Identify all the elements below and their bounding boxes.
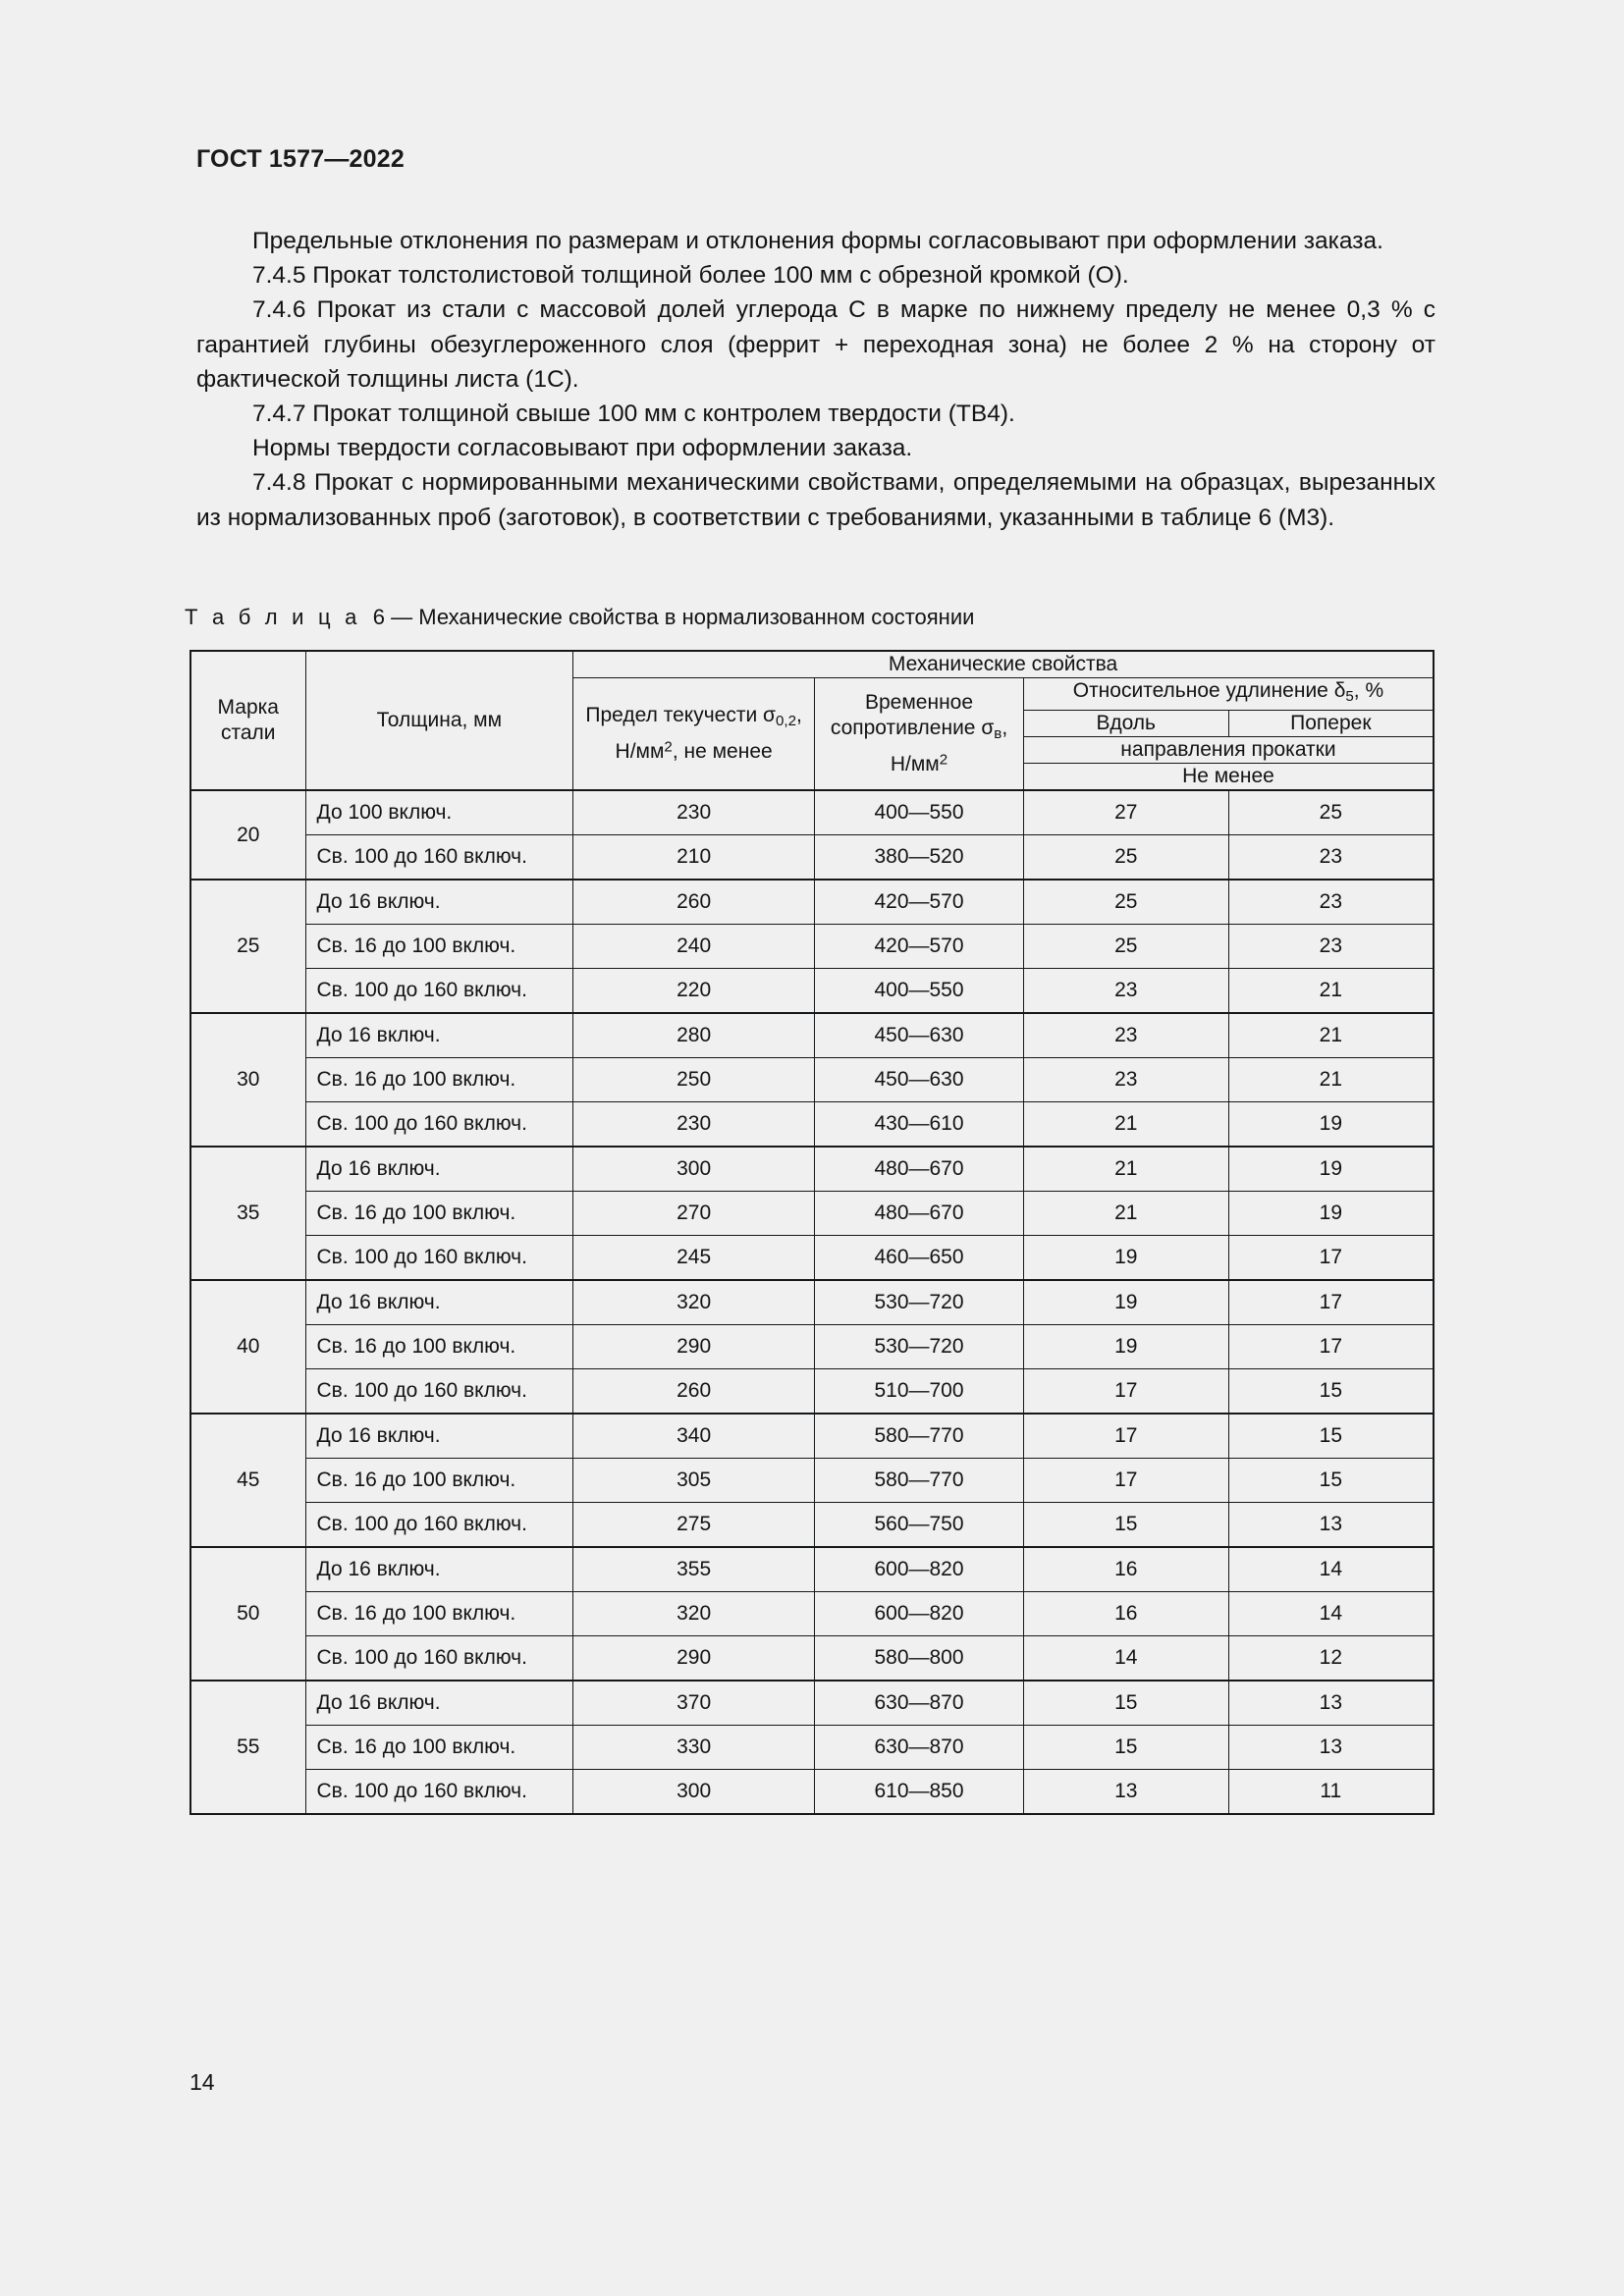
cell-tensile-strength: 400—550 <box>815 969 1024 1014</box>
cell-elongation-across: 15 <box>1228 1414 1434 1459</box>
cell-yield-strength: 300 <box>573 1147 815 1192</box>
table-row <box>190 1325 1434 1369</box>
cell-yield-strength: 290 <box>573 1325 815 1369</box>
header-thickness: Толщина, мм <box>305 651 573 790</box>
cell-tensile-strength: 580—800 <box>815 1636 1024 1682</box>
header-tensile-strength-line2: сопротивление $\sigma_в$, <box>830 717 1008 743</box>
paragraph-7-4-5: 7.4.5 Прокат толстолистовой толщиной более 100 мм с обрезной кромкой (О). <box>252 262 1129 290</box>
table-row <box>190 1058 1434 1102</box>
cell-tensile-strength: 480—670 <box>815 1147 1024 1192</box>
cell-yield-strength: 290 <box>573 1636 815 1682</box>
cell-tensile-strength: 450—630 <box>815 1013 1024 1058</box>
table-caption-number: 6 <box>372 605 385 629</box>
header-steel-grade-line1: Марка <box>217 696 279 720</box>
cell-thickness: Св. 16 до 100 включ. <box>305 1459 573 1503</box>
cell-yield-strength: 355 <box>573 1547 815 1592</box>
cell-elongation-along: 15 <box>1023 1503 1228 1548</box>
cell-elongation-along: 27 <box>1023 790 1228 835</box>
cell-elongation-across: 19 <box>1228 1147 1434 1192</box>
cell-elongation-along: 16 <box>1023 1592 1228 1636</box>
cell-tensile-strength: 610—850 <box>815 1770 1024 1815</box>
cell-yield-strength: 280 <box>573 1013 815 1058</box>
cell-elongation-across: 14 <box>1228 1592 1434 1636</box>
cell-yield-strength: 300 <box>573 1770 815 1815</box>
cell-thickness: Св. 16 до 100 включ. <box>305 925 573 969</box>
cell-thickness: Св. 100 до 160 включ. <box>305 1369 573 1415</box>
header-yield-strength <box>573 678 815 791</box>
table-row <box>190 1013 1434 1058</box>
table-row <box>190 1726 1434 1770</box>
page-number: 14 <box>189 2069 215 2095</box>
cell-thickness: Св. 100 до 160 включ. <box>305 969 573 1014</box>
cell-elongation-across: 13 <box>1228 1681 1434 1726</box>
cell-thickness: Св. 16 до 100 включ. <box>305 1592 573 1636</box>
table-row <box>190 1369 1434 1415</box>
table-row <box>190 1681 1434 1726</box>
cell-elongation-across: 13 <box>1228 1726 1434 1770</box>
cell-yield-strength: 330 <box>573 1726 815 1770</box>
cell-elongation-across: 14 <box>1228 1547 1434 1592</box>
cell-steel-grade: 30 <box>190 1013 305 1147</box>
body-text-block <box>196 224 1435 535</box>
table-header-row-1 <box>190 651 1434 678</box>
cell-tensile-strength: 580—770 <box>815 1459 1024 1503</box>
cell-elongation-along: 17 <box>1023 1414 1228 1459</box>
cell-yield-strength: 240 <box>573 925 815 969</box>
cell-yield-strength: 320 <box>573 1280 815 1325</box>
cell-thickness: Св. 100 до 160 включ. <box>305 1102 573 1148</box>
cell-thickness: До 16 включ. <box>305 1681 573 1726</box>
cell-tensile-strength: 600—820 <box>815 1592 1024 1636</box>
cell-thickness: До 16 включ. <box>305 880 573 925</box>
cell-yield-strength: 245 <box>573 1236 815 1281</box>
cell-steel-grade: 20 <box>190 790 305 880</box>
cell-tensile-strength: 530—720 <box>815 1325 1024 1369</box>
cell-thickness: Св. 100 до 160 включ. <box>305 1636 573 1682</box>
paragraph-7-4-8: 7.4.8 Прокат с нормированными механическими свойствами, определяемыми на образцах, вырезанных из нормализованных проб (заготовок), в соответствии с требованиями, указанными в таблице 6 (М3). <box>196 469 1435 531</box>
header-mechanical-properties: Механические свойства <box>573 651 1434 678</box>
table-row <box>190 1236 1434 1281</box>
table-row <box>190 1147 1434 1192</box>
cell-elongation-along: 15 <box>1023 1681 1228 1726</box>
table-row <box>190 1102 1434 1148</box>
cell-elongation-along: 16 <box>1023 1547 1228 1592</box>
cell-steel-grade: 55 <box>190 1681 305 1814</box>
header-tensile-strength <box>815 678 1024 791</box>
cell-thickness: Св. 16 до 100 включ. <box>305 1325 573 1369</box>
cell-elongation-across: 12 <box>1228 1636 1434 1682</box>
cell-tensile-strength: 630—870 <box>815 1681 1024 1726</box>
header-steel-grade <box>190 651 305 790</box>
cell-steel-grade: 45 <box>190 1414 305 1547</box>
cell-elongation-along: 21 <box>1023 1192 1228 1236</box>
cell-elongation-along: 23 <box>1023 1058 1228 1102</box>
table-row <box>190 1414 1434 1459</box>
cell-tensile-strength: 430—610 <box>815 1102 1024 1148</box>
cell-thickness: Св. 100 до 160 включ. <box>305 1236 573 1281</box>
cell-elongation-along: 25 <box>1023 835 1228 881</box>
cell-tensile-strength: 380—520 <box>815 835 1024 881</box>
cell-elongation-along: 21 <box>1023 1147 1228 1192</box>
cell-tensile-strength: 530—720 <box>815 1280 1024 1325</box>
cell-tensile-strength: 480—670 <box>815 1192 1024 1236</box>
cell-elongation-across: 23 <box>1228 835 1434 881</box>
cell-elongation-across: 15 <box>1228 1369 1434 1415</box>
table-row <box>190 1280 1434 1325</box>
cell-tensile-strength: 600—820 <box>815 1547 1024 1592</box>
table-row <box>190 1592 1434 1636</box>
cell-elongation-across: 23 <box>1228 925 1434 969</box>
cell-thickness: До 16 включ. <box>305 1013 573 1058</box>
cell-thickness: До 16 включ. <box>305 1280 573 1325</box>
cell-thickness: До 16 включ. <box>305 1147 573 1192</box>
cell-elongation-along: 25 <box>1023 925 1228 969</box>
cell-thickness: Св. 16 до 100 включ. <box>305 1726 573 1770</box>
table-body <box>190 790 1434 1814</box>
cell-steel-grade: 40 <box>190 1280 305 1414</box>
cell-elongation-along: 14 <box>1023 1636 1228 1682</box>
cell-elongation-across: 17 <box>1228 1280 1434 1325</box>
cell-tensile-strength: 460—650 <box>815 1236 1024 1281</box>
cell-thickness: До 16 включ. <box>305 1547 573 1592</box>
cell-elongation-along: 23 <box>1023 1013 1228 1058</box>
mechanical-properties-table <box>189 650 1435 1815</box>
header-tensile-strength-line3: $Н/мм^2$ <box>890 751 948 775</box>
header-yield-strength-line2: $Н/мм^2$, не менее <box>615 738 773 763</box>
header-tensile-strength-line1: Временное <box>864 691 974 715</box>
cell-elongation-across: 15 <box>1228 1459 1434 1503</box>
cell-elongation-across: 13 <box>1228 1503 1434 1548</box>
cell-tensile-strength: 420—570 <box>815 880 1024 925</box>
cell-yield-strength: 270 <box>573 1192 815 1236</box>
cell-yield-strength: 260 <box>573 1369 815 1415</box>
cell-elongation-across: 21 <box>1228 969 1434 1014</box>
cell-elongation-across: 17 <box>1228 1236 1434 1281</box>
cell-tensile-strength: 400—550 <box>815 790 1024 835</box>
cell-yield-strength: 250 <box>573 1058 815 1102</box>
cell-elongation-along: 25 <box>1023 880 1228 925</box>
table-row <box>190 1770 1434 1815</box>
cell-yield-strength: 210 <box>573 835 815 881</box>
cell-elongation-across: 17 <box>1228 1325 1434 1369</box>
cell-elongation-across: 11 <box>1228 1770 1434 1815</box>
paragraph-7-4-6: 7.4.6 Прокат из стали с массовой долей углерода C в марке по нижнему пределу не менее 0,3 % с гарантией глубины обезуглероженного слоя (феррит + переходная зона) не более 2 % на сторону от фактической толщины листа (1С). <box>196 296 1435 393</box>
cell-elongation-across: 25 <box>1228 790 1434 835</box>
table-caption-title: Механические свойства в нормализованном состоянии <box>418 605 975 629</box>
table-row <box>190 1636 1434 1682</box>
cell-tensile-strength: 580—770 <box>815 1414 1024 1459</box>
header-along: Вдоль <box>1023 711 1228 737</box>
table-caption <box>185 605 974 630</box>
cell-steel-grade: 50 <box>190 1547 305 1681</box>
cell-tensile-strength: 420—570 <box>815 925 1024 969</box>
cell-thickness: Св. 16 до 100 включ. <box>305 1058 573 1102</box>
cell-yield-strength: 275 <box>573 1503 815 1548</box>
header-rolling-direction: направления прокатки <box>1023 737 1434 764</box>
table-row <box>190 969 1434 1014</box>
cell-steel-grade: 35 <box>190 1147 305 1280</box>
cell-elongation-along: 13 <box>1023 1770 1228 1815</box>
cell-thickness: Св. 100 до 160 включ. <box>305 835 573 881</box>
table-row <box>190 1192 1434 1236</box>
cell-tensile-strength: 510—700 <box>815 1369 1024 1415</box>
table-row <box>190 1503 1434 1548</box>
paragraph-7-4-7: 7.4.7 Прокат толщиной свыше 100 мм с контролем твердости (ТВ4). <box>252 400 1015 428</box>
cell-yield-strength: 220 <box>573 969 815 1014</box>
cell-elongation-along: 17 <box>1023 1459 1228 1503</box>
table-row <box>190 1547 1434 1592</box>
header-elongation: Относительное удлинение $\delta_5$, % <box>1023 678 1434 711</box>
cell-elongation-along: 19 <box>1023 1280 1228 1325</box>
header-yield-strength-line1: Предел текучести $\sigma_{0,2}$, <box>585 704 802 730</box>
cell-yield-strength: 230 <box>573 790 815 835</box>
cell-elongation-along: 21 <box>1023 1102 1228 1148</box>
cell-yield-strength: 305 <box>573 1459 815 1503</box>
header-across: Поперек <box>1228 711 1434 737</box>
standard-header: ГОСТ 1577—2022 <box>196 145 405 173</box>
table-caption-label: Т а б л и ц а <box>185 605 361 629</box>
cell-thickness: До 16 включ. <box>305 1414 573 1459</box>
cell-elongation-along: 19 <box>1023 1236 1228 1281</box>
cell-yield-strength: 370 <box>573 1681 815 1726</box>
cell-elongation-across: 23 <box>1228 880 1434 925</box>
table-row <box>190 925 1434 969</box>
cell-tensile-strength: 630—870 <box>815 1726 1024 1770</box>
cell-yield-strength: 340 <box>573 1414 815 1459</box>
paragraph-hardness-note: Нормы твердости согласовывают при оформлении заказа. <box>252 435 913 462</box>
cell-elongation-along: 17 <box>1023 1369 1228 1415</box>
cell-steel-grade: 25 <box>190 880 305 1013</box>
cell-elongation-across: 19 <box>1228 1192 1434 1236</box>
cell-thickness: Св. 100 до 160 включ. <box>305 1770 573 1815</box>
table-row <box>190 1459 1434 1503</box>
header-not-less: Не менее <box>1023 764 1434 791</box>
cell-yield-strength: 230 <box>573 1102 815 1148</box>
paragraph-intro: Предельные отклонения по размерам и отклонения формы согласовывают при оформлении заказа. <box>252 228 1383 254</box>
table-row <box>190 880 1434 925</box>
table-caption-dash: — <box>391 605 413 629</box>
cell-elongation-along: 19 <box>1023 1325 1228 1369</box>
cell-yield-strength: 260 <box>573 880 815 925</box>
table-row <box>190 835 1434 881</box>
cell-yield-strength: 320 <box>573 1592 815 1636</box>
cell-thickness: До 100 включ. <box>305 790 573 835</box>
cell-thickness: Св. 100 до 160 включ. <box>305 1503 573 1548</box>
cell-tensile-strength: 560—750 <box>815 1503 1024 1548</box>
cell-thickness: Св. 16 до 100 включ. <box>305 1192 573 1236</box>
cell-elongation-along: 23 <box>1023 969 1228 1014</box>
header-steel-grade-line2: стали <box>220 721 276 745</box>
cell-elongation-across: 21 <box>1228 1013 1434 1058</box>
cell-elongation-across: 19 <box>1228 1102 1434 1148</box>
table-row <box>190 790 1434 835</box>
cell-elongation-across: 21 <box>1228 1058 1434 1102</box>
cell-tensile-strength: 450—630 <box>815 1058 1024 1102</box>
cell-elongation-along: 15 <box>1023 1726 1228 1770</box>
